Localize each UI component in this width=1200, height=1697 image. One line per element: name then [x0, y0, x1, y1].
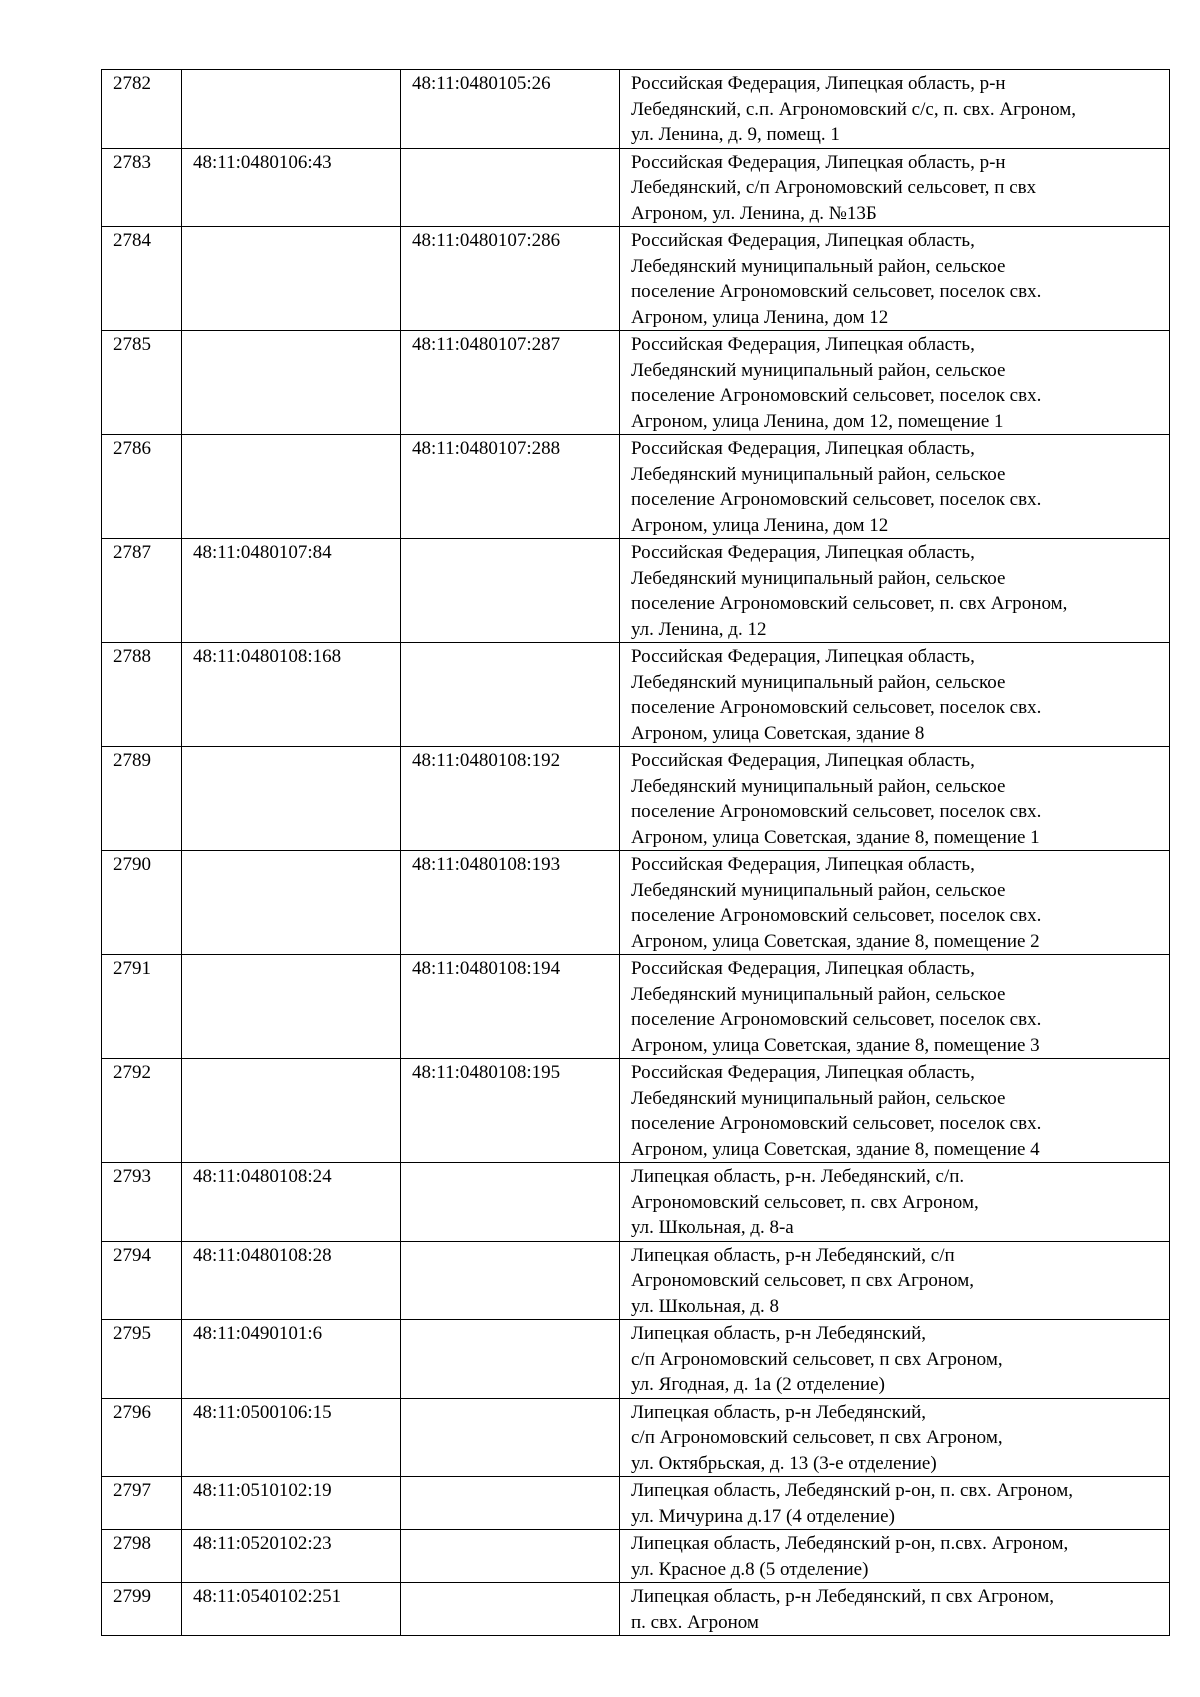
address-line: Российская Федерация, Липецкая область, [631, 854, 975, 875]
address-cell [620, 539, 1170, 643]
address-cell [620, 1163, 1170, 1242]
address-cell [620, 227, 1170, 331]
address-line: Лебедянский муниципальный район, сельское [631, 1087, 1006, 1109]
land-cadastral-number-cell: 48:11:0520102:23 [182, 1530, 401, 1583]
land-cadastral-number-cell: 48:11:0480108:24 [182, 1163, 401, 1242]
address-line: Российская Федерация, Липецкая область, [631, 1062, 975, 1083]
building-cadastral-number-cell [401, 1530, 620, 1583]
address-line: Лебедянский муниципальный район, сельское [631, 671, 1006, 693]
row-number-cell: 2798 [102, 1530, 182, 1583]
address-cell [620, 643, 1170, 747]
table-row [102, 1477, 1170, 1530]
building-cadastral-number-cell: 48:11:0480108:195 [401, 1059, 620, 1163]
address-line: Агроном, улица Советская, здание 8, помещение 1 [631, 826, 1040, 848]
address-cell [620, 1398, 1170, 1477]
registry-table [101, 69, 1170, 1636]
land-cadastral-number-cell [182, 331, 401, 435]
address-line: Лебедянский муниципальный район, сельское [631, 567, 1006, 589]
land-cadastral-number-cell: 48:11:0480107:84 [182, 539, 401, 643]
table-row [102, 1398, 1170, 1477]
table-row [102, 1530, 1170, 1583]
row-number-cell: 2797 [102, 1477, 182, 1530]
address-cell [620, 747, 1170, 851]
address-line: Липецкая область, р-н. Лебедянский, с/п. [631, 1166, 965, 1187]
row-number-cell: 2795 [102, 1320, 182, 1399]
table-row [102, 1320, 1170, 1399]
document-page [101, 69, 1169, 1636]
row-number-cell: 2791 [102, 955, 182, 1059]
address-line: Агроном, улица Советская, здание 8, помещение 3 [631, 1034, 1040, 1056]
address-cell [620, 955, 1170, 1059]
table-row [102, 1583, 1170, 1636]
address-line: Российская Федерация, Липецкая область, [631, 646, 975, 667]
row-number-cell: 2794 [102, 1241, 182, 1320]
land-cadastral-number-cell: 48:11:0480106:43 [182, 148, 401, 227]
row-number-cell: 2799 [102, 1583, 182, 1636]
table-row [102, 331, 1170, 435]
table-row [102, 851, 1170, 955]
address-cell [620, 435, 1170, 539]
address-line: Лебедянский муниципальный район, сельское [631, 255, 1006, 277]
address-line: поселение Агрономовский сельсовет, поселок свх. [631, 905, 1042, 926]
row-number-cell: 2792 [102, 1059, 182, 1163]
address-line: ул. Школьная, д. 8 [631, 1295, 779, 1317]
table-row [102, 148, 1170, 227]
building-cadastral-number-cell [401, 1163, 620, 1242]
address-line: Российская Федерация, Липецкая область, [631, 958, 975, 979]
address-line: Агрономовский сельсовет, п. свх Агроном, [631, 1191, 979, 1213]
address-line: с/п Агрономовский сельсовет, п свх Агроном, [631, 1348, 1003, 1370]
building-cadastral-number-cell [401, 1320, 620, 1399]
row-number-cell: 2790 [102, 851, 182, 955]
address-line: ул. Октябрьская, д. 13 (3-е отделение) [631, 1452, 937, 1474]
address-cell [620, 1530, 1170, 1583]
address-line: поселение Агрономовский сельсовет, поселок свх. [631, 697, 1042, 718]
address-line: поселение Агрономовский сельсовет, поселок свх. [631, 801, 1042, 822]
address-line: Российская Федерация, Липецкая область, р-н [631, 151, 1006, 173]
land-cadastral-number-cell [182, 1059, 401, 1163]
table-row [102, 1163, 1170, 1242]
building-cadastral-number-cell: 48:11:0480105:26 [401, 70, 620, 149]
building-cadastral-number-cell: 48:11:0480107:287 [401, 331, 620, 435]
address-line: Российская Федерация, Липецкая область, [631, 334, 975, 355]
address-line: Лебедянский муниципальный район, сельское [631, 359, 1006, 381]
row-number-cell: 2786 [102, 435, 182, 539]
building-cadastral-number-cell [401, 539, 620, 643]
address-line: п. свх. Агроном [631, 1611, 759, 1633]
land-cadastral-number-cell [182, 227, 401, 331]
address-line: Липецкая область, Лебедянский р-он, п.свх. Агроном, [631, 1533, 1069, 1554]
land-cadastral-number-cell [182, 851, 401, 955]
table-row [102, 70, 1170, 149]
row-number-cell: 2784 [102, 227, 182, 331]
address-line: Российская Федерация, Липецкая область, р-н [631, 73, 1006, 94]
address-line: Липецкая область, р-н Лебедянский, с/п [631, 1244, 955, 1266]
address-cell [620, 70, 1170, 149]
address-line: ул. Школьная, д. 8-а [631, 1217, 794, 1238]
building-cadastral-number-cell [401, 1398, 620, 1477]
row-number-cell: 2783 [102, 148, 182, 227]
address-line: Агроном, улица Ленина, дом 12, помещение 1 [631, 410, 1004, 432]
address-cell [620, 1477, 1170, 1530]
address-cell [620, 148, 1170, 227]
address-line: Агроном, улица Советская, здание 8 [631, 722, 925, 744]
address-cell [620, 1320, 1170, 1399]
address-line: Российская Федерация, Липецкая область, [631, 230, 975, 251]
address-line: Агроном, улица Советская, здание 8, помещение 2 [631, 930, 1040, 952]
land-cadastral-number-cell [182, 70, 401, 149]
land-cadastral-number-cell: 48:11:0510102:19 [182, 1477, 401, 1530]
table-row [102, 1059, 1170, 1163]
land-cadastral-number-cell: 48:11:0500106:15 [182, 1398, 401, 1477]
land-cadastral-number-cell [182, 435, 401, 539]
land-cadastral-number-cell: 48:11:0480108:168 [182, 643, 401, 747]
address-line: Липецкая область, Лебедянский р-он, п. свх. Агроном, [631, 1480, 1073, 1501]
table-row [102, 955, 1170, 1059]
table-row [102, 1241, 1170, 1320]
land-cadastral-number-cell [182, 747, 401, 851]
address-line: Российская Федерация, Липецкая область, [631, 542, 975, 563]
row-number-cell: 2787 [102, 539, 182, 643]
address-line: Липецкая область, р-н Лебедянский, [631, 1401, 927, 1423]
row-number-cell: 2796 [102, 1398, 182, 1477]
building-cadastral-number-cell [401, 148, 620, 227]
address-line: ул. Красное д.8 (5 отделение) [631, 1558, 869, 1580]
address-line: поселение Агрономовский сельсовет, поселок свх. [631, 489, 1042, 510]
building-cadastral-number-cell [401, 1583, 620, 1636]
address-line: Российская Федерация, Липецкая область, [631, 750, 975, 771]
registry-table-body [102, 70, 1170, 1636]
address-line: поселение Агрономовский сельсовет, поселок свх. [631, 1009, 1042, 1030]
table-row [102, 643, 1170, 747]
building-cadastral-number-cell: 48:11:0480108:193 [401, 851, 620, 955]
address-line: Агроном, улица Ленина, дом 12 [631, 306, 889, 328]
row-number-cell: 2793 [102, 1163, 182, 1242]
address-cell [620, 1059, 1170, 1163]
row-number-cell: 2788 [102, 643, 182, 747]
address-line: Липецкая область, р-н Лебедянский, [631, 1323, 927, 1344]
address-line: поселение Агрономовский сельсовет, п. свх Агроном, [631, 593, 1068, 614]
address-line: Лебедянский муниципальный район, сельское [631, 879, 1006, 901]
land-cadastral-number-cell: 48:11:0540102:251 [182, 1583, 401, 1636]
land-cadastral-number-cell [182, 955, 401, 1059]
building-cadastral-number-cell: 48:11:0480108:194 [401, 955, 620, 1059]
address-line: Лебедянский муниципальный район, сельское [631, 775, 1006, 797]
land-cadastral-number-cell: 48:11:0480108:28 [182, 1241, 401, 1320]
address-cell [620, 1241, 1170, 1320]
building-cadastral-number-cell: 48:11:0480107:286 [401, 227, 620, 331]
address-line: Агроном, улица Ленина, дом 12 [631, 514, 889, 536]
land-cadastral-number-cell: 48:11:0490101:6 [182, 1320, 401, 1399]
building-cadastral-number-cell: 48:11:0480107:288 [401, 435, 620, 539]
row-number-cell: 2785 [102, 331, 182, 435]
building-cadastral-number-cell [401, 643, 620, 747]
address-line: Агрономовский сельсовет, п свх Агроном, [631, 1270, 974, 1291]
building-cadastral-number-cell: 48:11:0480108:192 [401, 747, 620, 851]
address-line: поселение Агрономовский сельсовет, поселок свх. [631, 385, 1042, 406]
address-line: ул. Ленина, д. 12 [631, 618, 767, 640]
address-line: Агроном, ул. Ленина, д. №13Б [631, 202, 877, 224]
address-line: с/п Агрономовский сельсовет, п свх Агроном, [631, 1427, 1003, 1448]
address-line: ул. Ленина, д. 9, помещ. 1 [631, 124, 840, 145]
address-cell [620, 1583, 1170, 1636]
table-row [102, 539, 1170, 643]
table-row [102, 227, 1170, 331]
building-cadastral-number-cell [401, 1241, 620, 1320]
address-line: поселение Агрономовский сельсовет, поселок свх. [631, 1113, 1042, 1134]
address-line: Лебедянский муниципальный район, сельское [631, 463, 1006, 485]
row-number-cell: 2789 [102, 747, 182, 851]
address-line: Лебедянский, с/п Агрономовский сельсовет, п свх [631, 177, 1037, 198]
table-row [102, 747, 1170, 851]
address-line: поселение Агрономовский сельсовет, поселок свх. [631, 281, 1042, 302]
table-row [102, 435, 1170, 539]
address-line: Российская Федерация, Липецкая область, [631, 438, 975, 459]
address-cell [620, 331, 1170, 435]
row-number-cell: 2782 [102, 70, 182, 149]
address-line: Лебедянский, с.п. Агрономовский с/с, п. свх. Агроном, [631, 98, 1076, 120]
address-cell [620, 851, 1170, 955]
building-cadastral-number-cell [401, 1477, 620, 1530]
address-line: Липецкая область, р-н Лебедянский, п свх Агроном, [631, 1586, 1054, 1607]
address-line: Агроном, улица Советская, здание 8, помещение 4 [631, 1138, 1040, 1160]
address-line: Лебедянский муниципальный район, сельское [631, 983, 1006, 1005]
address-line: ул. Ягодная, д. 1а (2 отделение) [631, 1374, 885, 1395]
address-line: ул. Мичурина д.17 (4 отделение) [631, 1505, 895, 1527]
